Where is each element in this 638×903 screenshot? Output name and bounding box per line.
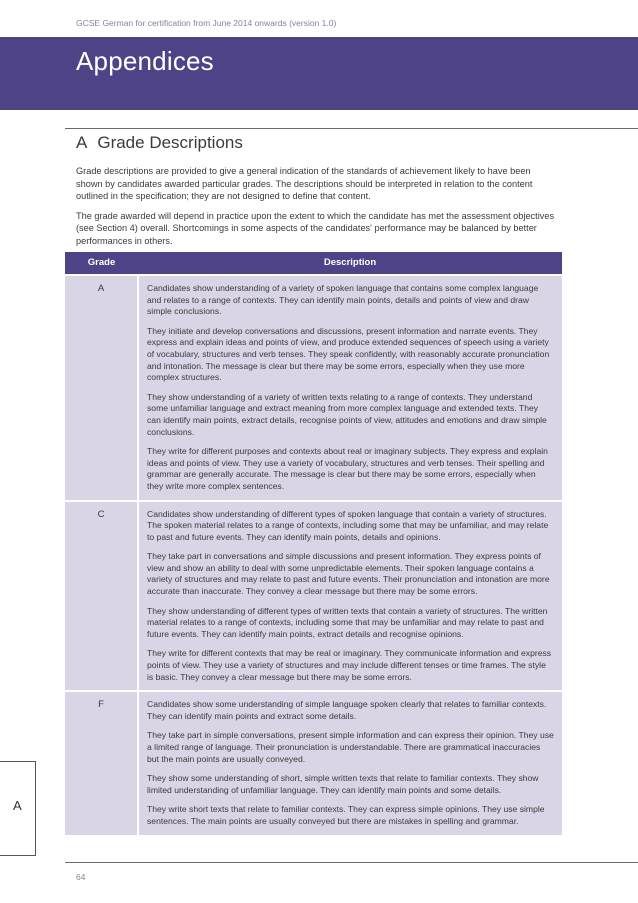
grade-cell: F [65, 691, 138, 834]
description-paragraph: Candidates show understanding of different types of spoken language that contain a variety of structures. The spoken material relates to a range of contexts, including some that may be unfamiliar, and may relate to past and future events. They can identify main points, details and opinions. [147, 508, 549, 542]
section-side-tab [0, 761, 36, 856]
intro-paragraph: The grade awarded will depend in practice upon the extent to which the candidate has met the assessment objectives (see Section 4) overall. Shortcomings in some aspects of the candidates' performance may be balanced by better performances in others. [76, 210, 555, 246]
running-header: GCSE German for certification from June 2014 onwards (version 1.0) [76, 18, 337, 28]
description-paragraph: They show understanding of a variety of written texts relating to a range of contexts. They understand some unfamiliar language and extract meaning from more complex language and extended texts. They can identify main points, extract details, recognise points of view, attitudes and emotions and draw simple conclusions. [147, 391, 547, 437]
description-paragraph: They write for different contexts that may be real or imaginary. They communicate information and express points of view. They use a variety of structures and may include different tenses or time frames. The style is basic. They convey a clear message but there may be some errors. [147, 648, 552, 682]
intro-text [76, 165, 556, 255]
section-letter: A [76, 133, 88, 152]
description-paragraph: Candidates show understanding of a variety of spoken language that contains some complex language and relates to a range of contexts. They can identify main points, details and points of view and draw simple conclusions. [147, 283, 539, 317]
page-title: Appendices [76, 46, 214, 76]
grade-descriptions-table [65, 252, 562, 835]
grade-cell: A [65, 275, 138, 501]
intro-paragraph: Grade descriptions are provided to give a general indication of the standards of achievement likely to have been shown by candidates awarded particular grades. The descriptions should be interpreted in relation to the content outlined in the specification; they are not designed to define that content. [76, 166, 533, 202]
grade-column-header: Grade [65, 252, 138, 275]
description-paragraph: They write short texts that relate to familiar contexts. They can express simple opinions. They use simple sentences. The main points are usually conveyed but there are mistakes in spelling and grammar. [147, 804, 545, 826]
section-title: Grade Descriptions [97, 133, 243, 152]
table-header-row [65, 252, 562, 275]
description-paragraph: They initiate and develop conversations and discussions, present information and narrate events. They express and explain ideas and points of view, and produce extended sequences of speech using a variety of vocabulary, structures and verb tenses. They speak confidently, with reasonably accurate pronunciation and intonation. The message is clear but there may be some errors, especially when they use more complex structures. [147, 325, 550, 383]
description-paragraph: They write for different purposes and contexts about real or imaginary subjects. They express and explain ideas and points of view. They use a variety of vocabulary, structures and verb tenses. Their spelling and grammar are generally accurate. The message is clear but there may be some errors, especially when they write more complex sentences. [147, 446, 548, 491]
table-row [65, 501, 562, 692]
top-divider [65, 128, 638, 129]
description-column-header: Description [138, 252, 562, 275]
title-banner [0, 37, 638, 110]
description-cell [138, 691, 562, 834]
description-paragraph: They take part in simple conversations, present simple information and can express their opinion. They use a limited range of language. Their pronunciation is understandable. There are grammatical inaccuracies but the main points are usually conveyed. [147, 730, 554, 764]
description-paragraph: Candidates show some understanding of simple language spoken clearly that relates to familiar contexts. They can identify main points and extract some details. [147, 699, 547, 721]
description-paragraph: They take part in conversations and simple discussions and present information. They express points of view and show an ability to deal with some unpredictable elements. Their spoken language contains a variety of structures and may relate to past and future events. Their pronunciation and intonation are more accurate than inaccurate. They convey a clear message but there may be some errors. [147, 551, 550, 597]
bottom-divider [65, 862, 638, 863]
description-cell [138, 501, 562, 692]
grade-cell: C [65, 501, 138, 692]
table-row [65, 691, 562, 834]
table-row [65, 275, 562, 501]
description-paragraph: They show understanding of different types of written texts that contain a variety of structures. The written material relates to a range of contexts, including some that may be unfamiliar and may relate to past and future events. They can identify main points, extract details and recognise opinions. [147, 605, 548, 639]
section-heading [76, 133, 243, 153]
description-cell [138, 275, 562, 501]
side-tab-letter: A [13, 798, 22, 813]
page-number: 64 [76, 872, 86, 882]
description-paragraph: They show some understanding of short, simple written texts that relate to familiar contexts. They show limited understanding of unfamiliar language. They can identify main points and some details. [147, 773, 539, 795]
